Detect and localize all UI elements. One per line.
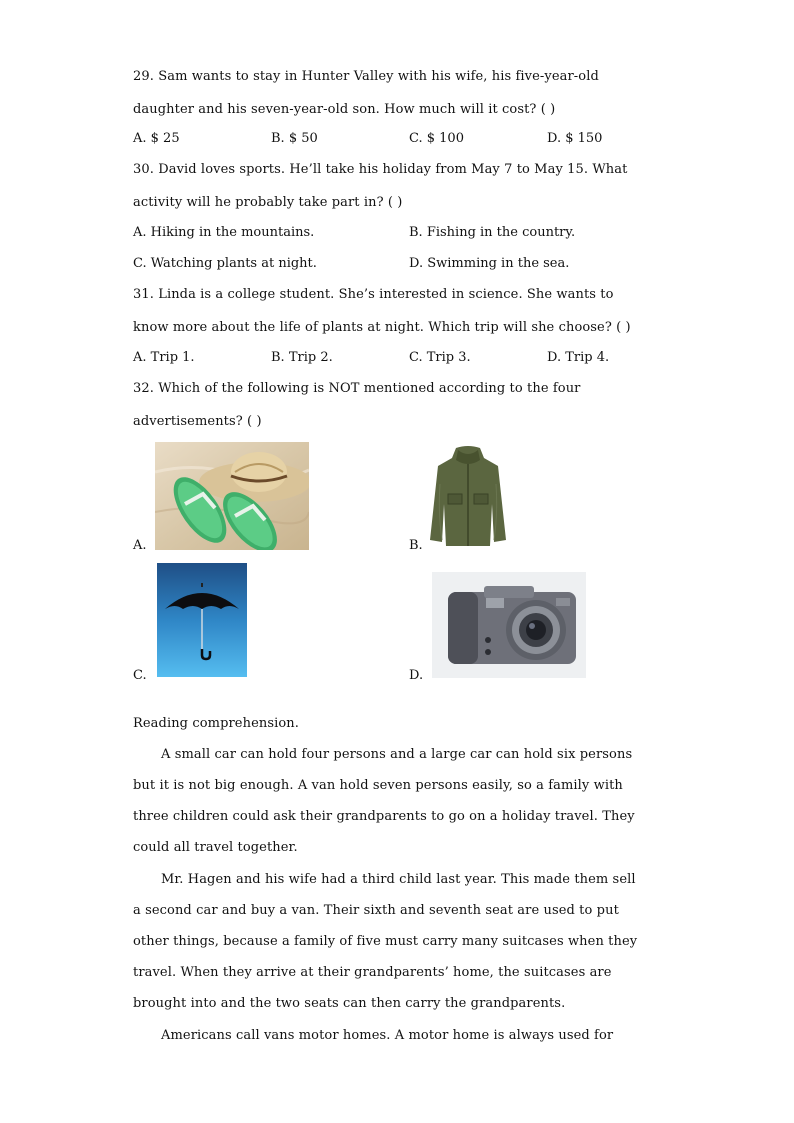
q29-option-a: A. $ 25: [133, 131, 180, 146]
p2-line3: other things, because a family of five must carry many suitcases when they: [133, 934, 638, 949]
q32-line1: 32. Which of the following is NOT mentioned according to the four: [133, 381, 581, 396]
q31-option-a: A. Trip 1.: [133, 350, 195, 365]
q30-option-a: A. Hiking in the mountains.: [133, 225, 315, 240]
q30-option-b: B. Fishing in the country.: [409, 225, 576, 240]
umbrella-image: [157, 563, 247, 677]
q31-option-d: D. Trip 4.: [547, 350, 610, 365]
reading-heading: Reading comprehension.: [133, 716, 300, 731]
p1-line4: could all travel together.: [133, 840, 298, 855]
q29-line2: daughter and his seven-year-old son. How much will it cost? ( ): [133, 102, 556, 117]
p2-line4: travel. When they arrive at their grandparents’ home, the suitcases are: [133, 965, 612, 980]
p2-line1: Mr. Hagen and his wife had a third child last year. This made them sell: [161, 872, 636, 887]
p1-line1: A small car can hold four persons and a large car can hold six persons: [161, 747, 633, 762]
q29-line1: 29. Sam wants to stay in Hunter Valley with his wife, his five-year-old: [133, 69, 599, 84]
p2-line2: a second car and buy a van. Their sixth and seventh seat are used to put: [133, 903, 619, 918]
q29-option-c: C. $ 100: [409, 131, 464, 146]
q30-line1: 30. David loves sports. He’ll take his holiday from May 7 to May 15. What: [133, 162, 628, 177]
q31-line2: know more about the life of plants at night. Which trip will she choose? ( ): [133, 320, 631, 335]
flip-flops-hat-image: [155, 442, 309, 550]
q32-label-a: A.: [133, 538, 147, 553]
q32-label-c: C.: [133, 668, 147, 683]
p1-line3: three children could ask their grandparents to go on a holiday travel. They: [133, 809, 635, 824]
p3-line1: Americans call vans motor homes. A motor home is always used for: [161, 1028, 614, 1043]
q29-option-b: B. $ 50: [271, 131, 318, 146]
q30-line2: activity will he probably take part in? ( ): [133, 195, 403, 210]
q31-option-b: B. Trip 2.: [271, 350, 333, 365]
q30-option-c: C. Watching plants at night.: [133, 256, 317, 271]
q31-option-c: C. Trip 3.: [409, 350, 471, 365]
q29-option-d: D. $ 150: [547, 131, 603, 146]
jacket-image: [428, 444, 508, 550]
camera-image: [432, 572, 586, 678]
p2-line5: brought into and the two seats can then carry the grandparents.: [133, 996, 566, 1011]
q31-line1: 31. Linda is a college student. She’s interested in science. She wants to: [133, 287, 614, 302]
q32-label-b: B.: [409, 538, 423, 553]
q30-option-d: D. Swimming in the sea.: [409, 256, 570, 271]
p1-line2: but it is not big enough. A van hold seven persons easily, so a family with: [133, 778, 623, 793]
q32-label-d: D.: [409, 668, 424, 683]
q32-line2: advertisements? ( ): [133, 414, 262, 429]
